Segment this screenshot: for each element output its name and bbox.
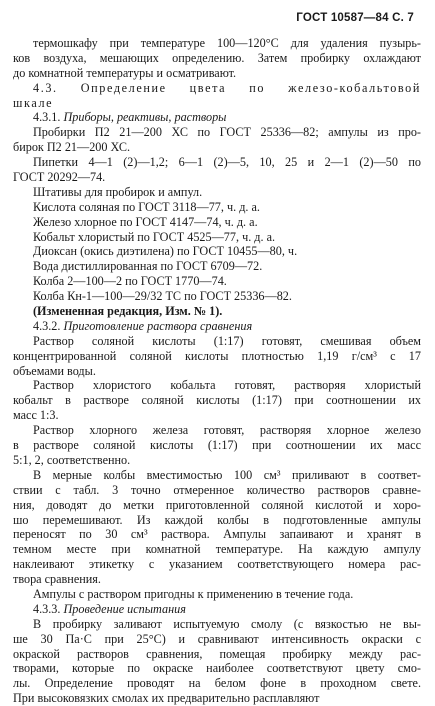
text-line bbox=[0, 364, 435, 379]
line-text: Кобальт хлористый по ГОСТ 4525—77, ч. д. а. bbox=[33, 229, 276, 244]
paragraph bbox=[0, 602, 435, 617]
paragraph bbox=[0, 36, 435, 81]
paragraph bbox=[0, 304, 435, 319]
line-text: Железо хлорное по ГОСТ 4147—74, ч. д. а. bbox=[33, 214, 258, 229]
line-text: шкале bbox=[13, 95, 54, 110]
paragraph bbox=[0, 289, 435, 304]
text-line bbox=[0, 125, 435, 140]
line-text: Пробирки П2 21—200 ХС по ГОСТ 25336—82; ампулы из про- bbox=[33, 125, 421, 140]
line-text: Раствор хлорного железа готовят, растворяя хлорное железо bbox=[33, 423, 421, 438]
section-number: 4.3.3. bbox=[33, 601, 64, 616]
line-text: лы. Определение проводят на белом фоне в проходном свете. bbox=[13, 676, 421, 691]
text-line bbox=[0, 438, 435, 453]
paragraph bbox=[0, 334, 435, 379]
line-text: термошкафу при температуре 100—120°С для удаления пузырь- bbox=[33, 36, 421, 50]
section-title: Приборы, реактивы, растворы bbox=[63, 110, 227, 125]
line-text: ствии с табл. 3 точно отмеренное количество растворов сравне- bbox=[13, 482, 421, 497]
line-text: наклеивают этикетку с указанием соответствующего номера рас- bbox=[13, 557, 421, 572]
paragraph bbox=[0, 259, 435, 274]
text-line bbox=[0, 215, 435, 230]
paragraph bbox=[0, 319, 435, 334]
text-line bbox=[0, 513, 435, 528]
line-text: В пробирку заливают испытуемую смолу (с вязкостью не вы- bbox=[33, 616, 421, 631]
text-line bbox=[0, 617, 435, 632]
line-text: Колба 2—100—2 по ГОСТ 1770—74. bbox=[33, 274, 227, 289]
text-line bbox=[0, 36, 435, 51]
section-number: 4.3.1. bbox=[33, 110, 64, 125]
line-text: ГОСТ 20292—74. bbox=[13, 170, 106, 185]
line-text: окраской растворов сравнения, помещая пробирку между рас- bbox=[13, 646, 421, 661]
text-line bbox=[0, 647, 435, 662]
text-line bbox=[0, 81, 435, 96]
line-text: Раствор хлористого кобальта готовят, растворяя хлористый bbox=[33, 378, 421, 393]
line-text: темном месте при комнатной температуре. На каждую ампулу bbox=[13, 542, 421, 557]
line-text: объемами воды. bbox=[13, 363, 96, 378]
line-text: Кислота соляная по ГОСТ 3118—77, ч. д. а. bbox=[33, 199, 260, 214]
line-text: в растворе соляной кислоты (1:17) при соотношении их масс bbox=[13, 438, 421, 453]
paragraph bbox=[0, 125, 435, 155]
line-text: 5:1, 2, соответственно. bbox=[13, 452, 131, 467]
text-line bbox=[0, 423, 435, 438]
paragraph bbox=[0, 468, 435, 587]
text-line bbox=[0, 691, 435, 706]
paragraph bbox=[0, 587, 435, 602]
line-text: масс 1:3. bbox=[13, 408, 59, 423]
text-line bbox=[0, 66, 435, 81]
text-line bbox=[0, 632, 435, 647]
line-text: При высоковязких смолах их предварительно расплавляют bbox=[13, 691, 320, 706]
text-line bbox=[0, 587, 435, 602]
text-line bbox=[0, 349, 435, 364]
paragraph bbox=[0, 110, 435, 125]
text-line bbox=[0, 468, 435, 483]
paragraph bbox=[0, 215, 435, 230]
text-line bbox=[0, 170, 435, 185]
text-line bbox=[0, 334, 435, 349]
line-text: Раствор соляной кислоты (1:17) готовят, смешивая объем bbox=[33, 333, 421, 348]
line-text: 4.3. Определение цвета по железо-кобальтовой bbox=[33, 80, 421, 95]
line-text: Колба Кн-1—100—29/32 ТС по ГОСТ 25336—82. bbox=[33, 289, 292, 304]
line-text: кобальт в растворе соляной кислоты (1:17) при соотношении их bbox=[13, 393, 421, 408]
line-text: до комнатной температуры и осматривают. bbox=[13, 65, 237, 80]
text-line bbox=[0, 602, 435, 617]
text-line bbox=[0, 453, 435, 468]
text-line bbox=[0, 676, 435, 691]
line-text: концентрированной соляной кислоты плотностью 1,19 г/см³ с 17 bbox=[13, 348, 421, 363]
text-line bbox=[0, 498, 435, 513]
paragraph bbox=[0, 378, 435, 423]
paragraph bbox=[0, 244, 435, 259]
paragraph bbox=[0, 185, 435, 200]
page-header: ГОСТ 10587—84 С. 7 bbox=[296, 12, 414, 24]
text-line bbox=[0, 378, 435, 393]
text-line bbox=[0, 200, 435, 215]
paragraph bbox=[0, 274, 435, 289]
line-text: твора сравнения. bbox=[13, 572, 101, 587]
text-line bbox=[0, 542, 435, 557]
paragraph bbox=[0, 155, 435, 185]
line-text: ния, доводят до метки приготовленной соляной кислотой и хоро- bbox=[13, 497, 421, 512]
text-line bbox=[0, 96, 435, 111]
line-text: Диоксан (окись диэтилена) по ГОСТ 10455—80, ч. bbox=[33, 244, 298, 259]
line-text: шо перемешивают. Из каждой колбы в подготовленные ампулы bbox=[13, 512, 421, 527]
line-text: переносят по 30 см³ раствора. Ампулы запаивают и хранят в bbox=[13, 527, 421, 542]
text-line bbox=[0, 110, 435, 125]
line-text: ше 30 Па·С при 25°С) и сравнивают интенсивность окраски с bbox=[13, 631, 421, 646]
paragraph bbox=[0, 81, 435, 111]
document-body bbox=[0, 36, 435, 706]
text-line bbox=[0, 483, 435, 498]
line-text: Ампулы с раствором пригодны к применению в течение года. bbox=[33, 586, 354, 601]
text-line bbox=[0, 185, 435, 200]
text-line bbox=[0, 140, 435, 155]
text-line bbox=[0, 527, 435, 542]
section-number: 4.3.2. bbox=[33, 318, 64, 333]
text-line bbox=[0, 230, 435, 245]
line-text: Пипетки 4—1 (2)—1,2; 6—1 (2)—5, 10, 25 и 2—1 (2)—50 по bbox=[33, 155, 421, 170]
text-line bbox=[0, 408, 435, 423]
line-text: ков воздуха, мешающих определению. Затем пробирку охлаждают bbox=[13, 50, 421, 65]
line-text: творами, которые по окраске наиболее соответствуют цвету смо- bbox=[13, 661, 421, 676]
text-line bbox=[0, 289, 435, 304]
line-text: (Измененная редакция, Изм. № 1). bbox=[33, 304, 223, 319]
paragraph bbox=[0, 200, 435, 215]
line-text: Штативы для пробирок и ампул. bbox=[33, 184, 203, 199]
text-line bbox=[0, 557, 435, 572]
text-line bbox=[0, 274, 435, 289]
text-line bbox=[0, 259, 435, 274]
section-title: Приготовление раствора сравнения bbox=[63, 318, 253, 333]
section-title: Проведение испытания bbox=[63, 601, 186, 616]
line-text: бирок П2 21—200 ХС. bbox=[13, 140, 131, 155]
line-text: Вода дистиллированная по ГОСТ 6709—72. bbox=[33, 259, 263, 274]
text-line bbox=[0, 319, 435, 334]
paragraph bbox=[0, 423, 435, 468]
paragraph bbox=[0, 230, 435, 245]
text-line bbox=[0, 244, 435, 259]
text-line bbox=[0, 155, 435, 170]
text-line bbox=[0, 304, 435, 319]
paragraph bbox=[0, 617, 435, 706]
text-line bbox=[0, 572, 435, 587]
text-line bbox=[0, 51, 435, 66]
line-text: В мерные колбы вместимостью 100 см³ приливают в соответ- bbox=[33, 467, 421, 482]
text-line bbox=[0, 393, 435, 408]
